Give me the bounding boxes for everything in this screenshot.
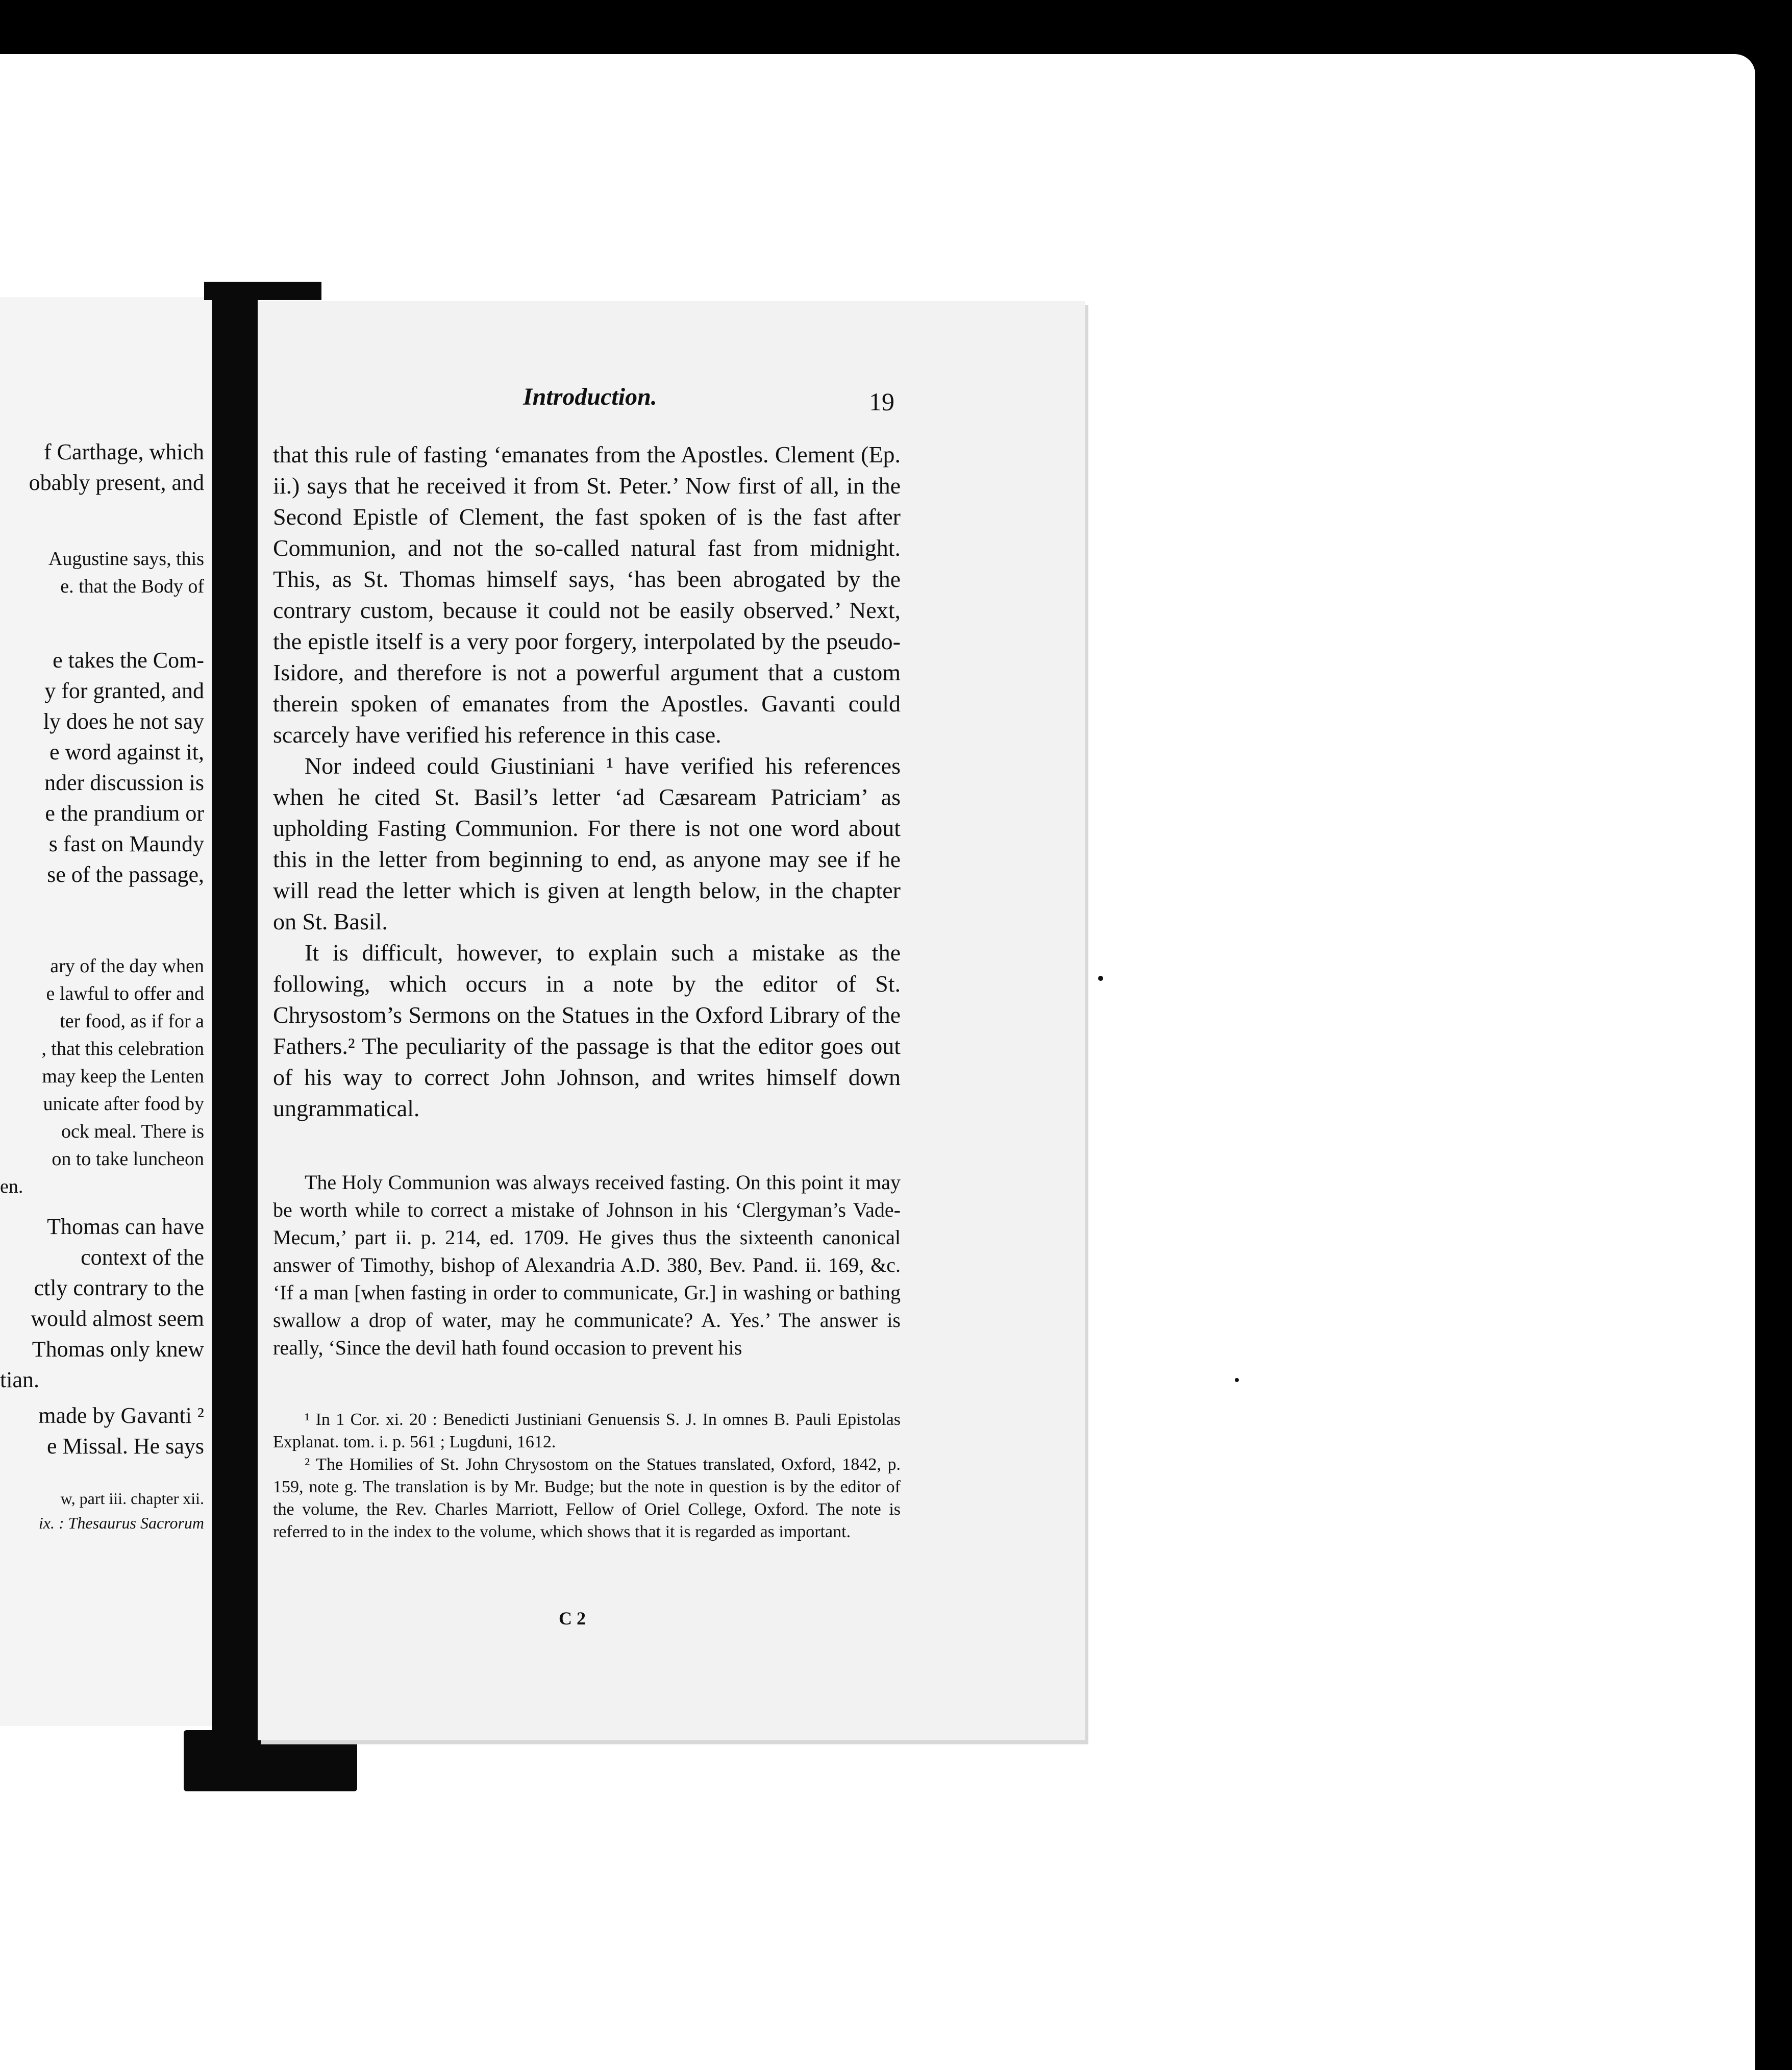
left-line: nder discussion is — [44, 770, 204, 795]
left-line: f Carthage, which — [44, 439, 204, 464]
left-footnote-line: ix. : Thesaurus Sacrorum — [38, 1514, 204, 1532]
left-line: ter food, as if for a — [60, 1011, 204, 1032]
left-line: obably present, and — [29, 470, 204, 495]
scan-speck — [1235, 1378, 1239, 1382]
scan-speck — [1098, 976, 1103, 981]
body-text — [273, 439, 901, 1124]
left-line: e takes the Com- — [53, 648, 204, 673]
left-line: Thomas can have — [47, 1214, 204, 1239]
left-line: se of the passage, — [47, 862, 204, 887]
running-head — [258, 383, 1085, 418]
left-line: would almost seem — [31, 1306, 204, 1331]
left-line: ary of the day when — [50, 955, 204, 977]
left-line: en. — [0, 1176, 23, 1197]
left-line: e Missal. He says — [47, 1434, 204, 1459]
body-paragraph: that this rule of fasting ‘emanates from the Apostles. Clement (Ep. ii.) says that he received it from St. Peter.’ Now first of all, in the Second Epistle of Clement, the fast spoken of is the fast after Communion, and not the so-called natural fast from midnight. This, as St. Thomas himself says, ‘has been abrogated by the contrary custom, because it could not be easily observed.’ Next, the epistle itself is a very poor forgery, interpolated by the pseudo-Isidore, and therefore is not a powerful argument that a custom therein spoken of emanates from the Apostles. Gavanti could scarcely have verified his reference in this case. — [273, 441, 901, 748]
left-line: y for granted, and — [44, 678, 204, 703]
left-line: made by Gavanti ² — [38, 1403, 204, 1428]
left-line: s fast on Maundy — [48, 831, 204, 856]
body-paragraph: Nor indeed could Giustiniani ¹ have verified his references when he cited St. Basil’s letter ‘ad Cæsaream Patriciam’ as upholding Fasting Communion. For there is not one word about this in the letter from beginning to end, as anyone may see if he will read the letter which is given at length below, in the chapter on St. Basil. — [273, 753, 901, 934]
left-line: e lawful to offer and — [46, 983, 204, 1004]
left-line: ock meal. There is — [61, 1121, 204, 1142]
footnote: ² The Homilies of St. John Chrysostom on the Statues translated, Oxford, 1842, p. 159, note g. The translation is by Mr. Budge; but the note in question is by the editor of the volume, the Rev. Charles Marriott, Fellow of Oriel College, Oxford. The note is referred to in the index to the volume, which shows that it is regarded as important. — [273, 1455, 901, 1541]
left-page — [0, 297, 218, 1726]
left-line: e. that the Body of — [60, 576, 204, 597]
left-line: context of the — [81, 1245, 204, 1270]
left-line: Thomas only knew — [32, 1337, 204, 1362]
right-page — [258, 301, 1085, 1740]
footnotes — [273, 1409, 901, 1543]
binding-clip-spine — [212, 282, 258, 1731]
left-line: on to take luncheon — [52, 1148, 204, 1170]
quoted-passage: The Holy Communion was always received fasting. On this point it may be worth while to correct a mistake of Johnson in his ‘Clergyman’s Vade-Mecum,’ part ii. p. 214, ed. 1709. He gives thus the sixteenth canonical answer of Timothy, bishop of Alexandria A.D. 380, Bev. Pand. ii. 169, &c. ‘If a man [when fasting in order to communicate, Gr.] in washing or bathing swallow a drop of water, may he communicate? A. Yes.’ The answer is really, ‘Since the devil hath found occasion to prevent his — [273, 1171, 901, 1359]
left-line: tian. — [0, 1367, 39, 1392]
body-paragraph: It is difficult, however, to explain such a mistake as the following, which occurs in a note by the editor of St. Chrysostom’s Sermons on the Statues in the Oxford Library of the Fathers.² The peculiarity of the passage is that the editor goes out of his way to correct John Johnson, and writes himself down ungrammatical. — [273, 940, 901, 1121]
left-line: ctly contrary to the — [34, 1275, 204, 1300]
left-footnote-line: w, part iii. chapter xii. — [60, 1489, 204, 1508]
left-line: e word against it, — [49, 740, 204, 765]
signature-mark: C 2 — [559, 1608, 586, 1629]
page-number: 19 — [869, 387, 894, 416]
footnote: ¹ In 1 Cor. xi. 20 : Benedicti Justiniani Genuensis S. J. In omnes B. Pauli Epistolas Explanat. tom. i. p. 561 ; Lugduni, 1612. — [273, 1410, 901, 1451]
left-line: may keep the Lenten — [42, 1066, 204, 1087]
left-line: ly does he not say — [43, 709, 204, 734]
left-line: unicate after food by — [43, 1093, 204, 1115]
running-head-title: Introduction. — [523, 383, 657, 410]
left-line: Augustine says, this — [48, 548, 204, 570]
left-line: , that this celebration — [41, 1038, 204, 1059]
left-line: e the prandium or — [45, 801, 204, 826]
